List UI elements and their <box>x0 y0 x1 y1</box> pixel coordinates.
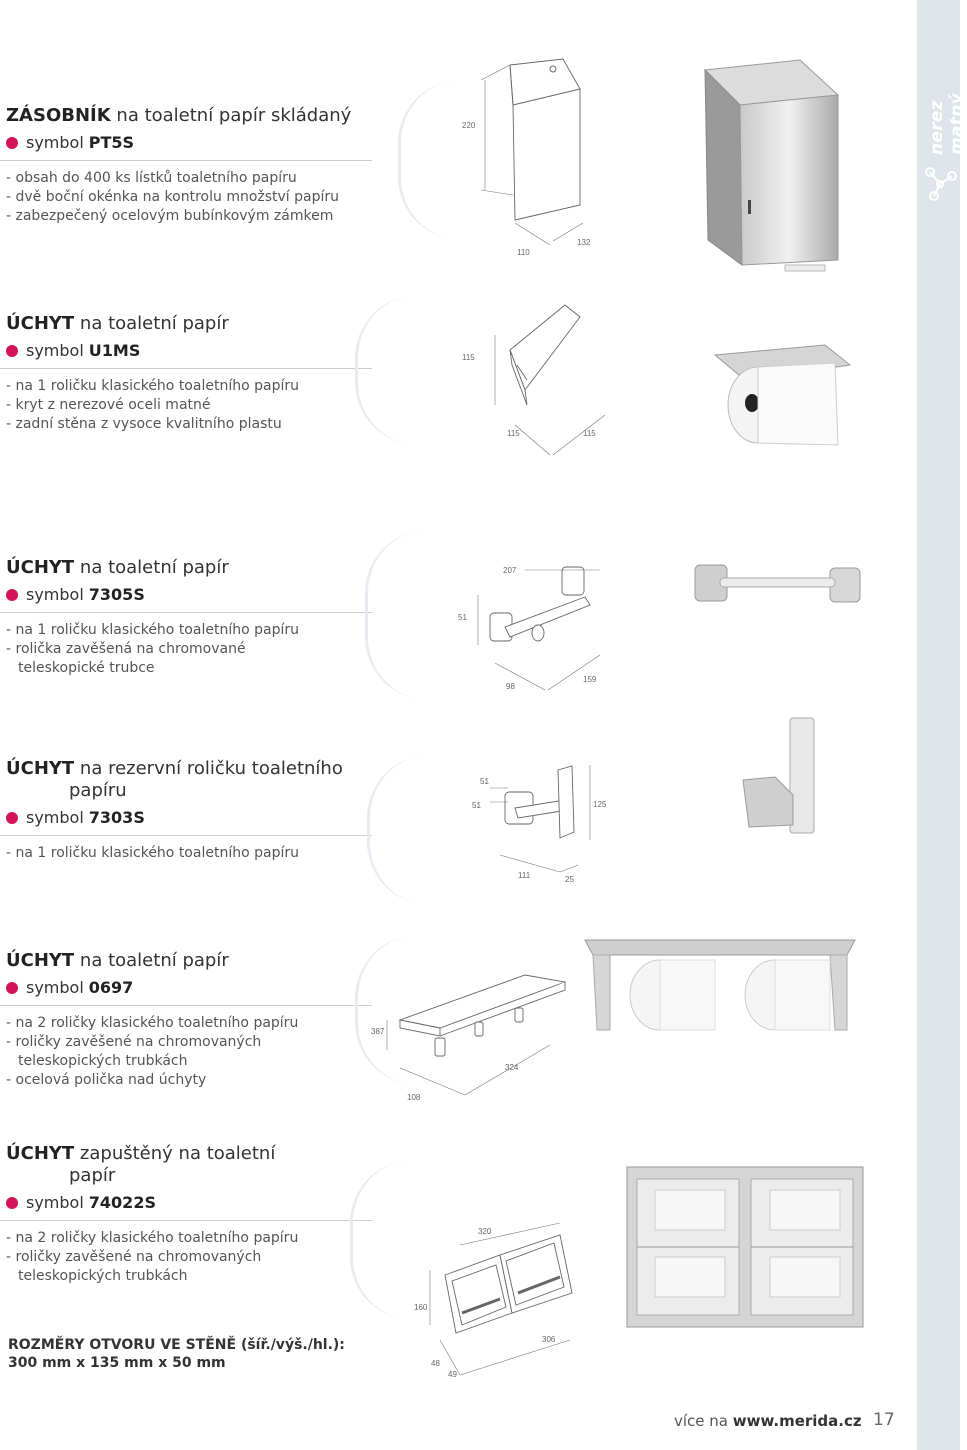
divider <box>0 368 372 369</box>
product-symbol: symbol 0697 <box>6 978 366 997</box>
product-photo <box>625 1165 865 1330</box>
dimension-label: 387 <box>371 1027 385 1036</box>
product-title: ÚCHYT zapuštěný na toaletní <box>6 1143 276 1164</box>
feature-line: - kryt z nerezové oceli matné <box>6 397 211 413</box>
dimension-label: 98 <box>506 682 515 691</box>
dimension-label: 306 <box>542 1335 556 1344</box>
divider <box>0 612 372 613</box>
dimension-label: 220 <box>462 121 476 130</box>
page-number: 17 <box>873 1410 895 1430</box>
section-bracket <box>365 530 428 700</box>
note-line: ROZMĚRY OTVORU VE STĚNĚ (šíř./výš./hl.): <box>8 1337 345 1353</box>
dimension-label: 115 <box>507 429 520 438</box>
note-line: 300 mm x 135 mm x 50 mm <box>8 1355 226 1371</box>
feature-line: - rolička zavěšená na chromované <box>6 641 246 657</box>
feature-line: teleskopických trubkách <box>18 1053 188 1069</box>
dimension-label: 110 <box>517 248 530 257</box>
dimension-label: 132 <box>577 238 591 247</box>
dimension-label: 25 <box>565 875 574 884</box>
feature-line: - ocelová polička nad úchyty <box>6 1072 207 1088</box>
dimension-label: 48 <box>431 1359 440 1368</box>
category-label: nerez matný <box>927 93 967 155</box>
product-symbol: symbol 74022S <box>6 1193 366 1212</box>
feature-line: - roličky zavěšené na chromovaných <box>6 1034 262 1050</box>
section-bracket <box>367 755 430 905</box>
divider <box>0 160 372 161</box>
dimension-label: 49 <box>448 1370 457 1379</box>
product-photo <box>690 60 860 275</box>
dimension-label: 108 <box>407 1093 421 1102</box>
product-title-line2: papír <box>69 1165 116 1186</box>
feature-line: - obsah do 400 ks lístků toaletního papíru <box>6 170 297 186</box>
technical-drawing <box>455 295 615 470</box>
dimension-label: 159 <box>583 675 597 684</box>
feature-line: - na 1 roličku klasického toaletního papíru <box>6 845 299 861</box>
footer-prefix: více na <box>674 1412 733 1430</box>
feature-line: teleskopických trubkách <box>18 1268 188 1284</box>
dimension-label: 324 <box>505 1063 519 1072</box>
feature-line: - roličky zavěšené na chromovaných <box>6 1249 262 1265</box>
feature-line: - na 1 roličku klasického toaletního papíru <box>6 622 299 638</box>
section-bracket <box>398 80 461 240</box>
product-symbol: symbol U1MS <box>6 341 366 360</box>
feature-line: - na 2 roličky klasického toaletního papíru <box>6 1230 299 1246</box>
product-photo <box>710 345 860 460</box>
bullet-icon <box>6 345 18 357</box>
divider <box>0 835 372 836</box>
opening-dimensions-note <box>8 1336 345 1372</box>
product-symbol: symbol 7303S <box>6 808 366 827</box>
divider <box>0 1005 372 1006</box>
product-title: ÚCHYT na rezervní roličku toaletního <box>6 758 343 779</box>
dimension-label: 51 <box>472 801 481 810</box>
dimension-label: 51 <box>458 613 467 622</box>
product-title: ÚCHYT na toaletní papír <box>6 313 229 334</box>
dimension-label: 125 <box>593 800 607 809</box>
product-title: ÚCHYT na toaletní papír <box>6 950 229 971</box>
product-photo <box>735 715 825 840</box>
bullet-icon <box>6 1197 18 1209</box>
dimension-label: 160 <box>414 1303 428 1312</box>
product-title: ZÁSOBNÍK na toaletní papír skládaný <box>6 105 352 126</box>
footer-link[interactable] <box>674 1412 862 1430</box>
bullet-icon <box>6 137 18 149</box>
technical-drawing <box>365 950 585 1110</box>
feature-line: - na 1 roličku klasického toaletního papíru <box>6 378 299 394</box>
product-symbol: symbol 7305S <box>6 585 366 604</box>
category-sidebar <box>917 0 967 1450</box>
product-photo <box>690 560 865 615</box>
feature-line: - na 2 roličky klasického toaletního papíru <box>6 1015 299 1031</box>
technical-drawing <box>400 1215 600 1385</box>
technical-drawing <box>450 555 620 700</box>
bullet-icon <box>6 589 18 601</box>
dimension-label: 320 <box>478 1227 492 1236</box>
dimension-label: 51 <box>480 777 489 786</box>
divider <box>0 1220 372 1221</box>
product-title: ÚCHYT na toaletní papír <box>6 557 229 578</box>
product-symbol: symbol PT5S <box>6 133 366 152</box>
technical-drawing <box>455 55 595 265</box>
dimension-label: 115 <box>462 353 475 362</box>
product-photo <box>585 935 865 1040</box>
bullet-icon <box>6 982 18 994</box>
feature-line: teleskopické trubce <box>18 660 155 676</box>
molecule-icon <box>920 162 960 202</box>
product-title-line2: papíru <box>69 780 127 801</box>
feature-line: - zadní stěna z vysoce kvalitního plastu <box>6 416 282 432</box>
bullet-icon <box>6 812 18 824</box>
dimension-label: 115 <box>583 429 596 438</box>
feature-line: - zabezpečený ocelovým bubínkovým zámkem <box>6 208 334 224</box>
technical-drawing <box>460 760 620 890</box>
feature-line: - dvě boční okénka na kontrolu množství papíru <box>6 189 340 205</box>
footer-site[interactable]: www.merida.cz <box>732 1412 862 1430</box>
dimension-label: 207 <box>503 566 517 575</box>
dimension-label: 111 <box>518 871 531 880</box>
